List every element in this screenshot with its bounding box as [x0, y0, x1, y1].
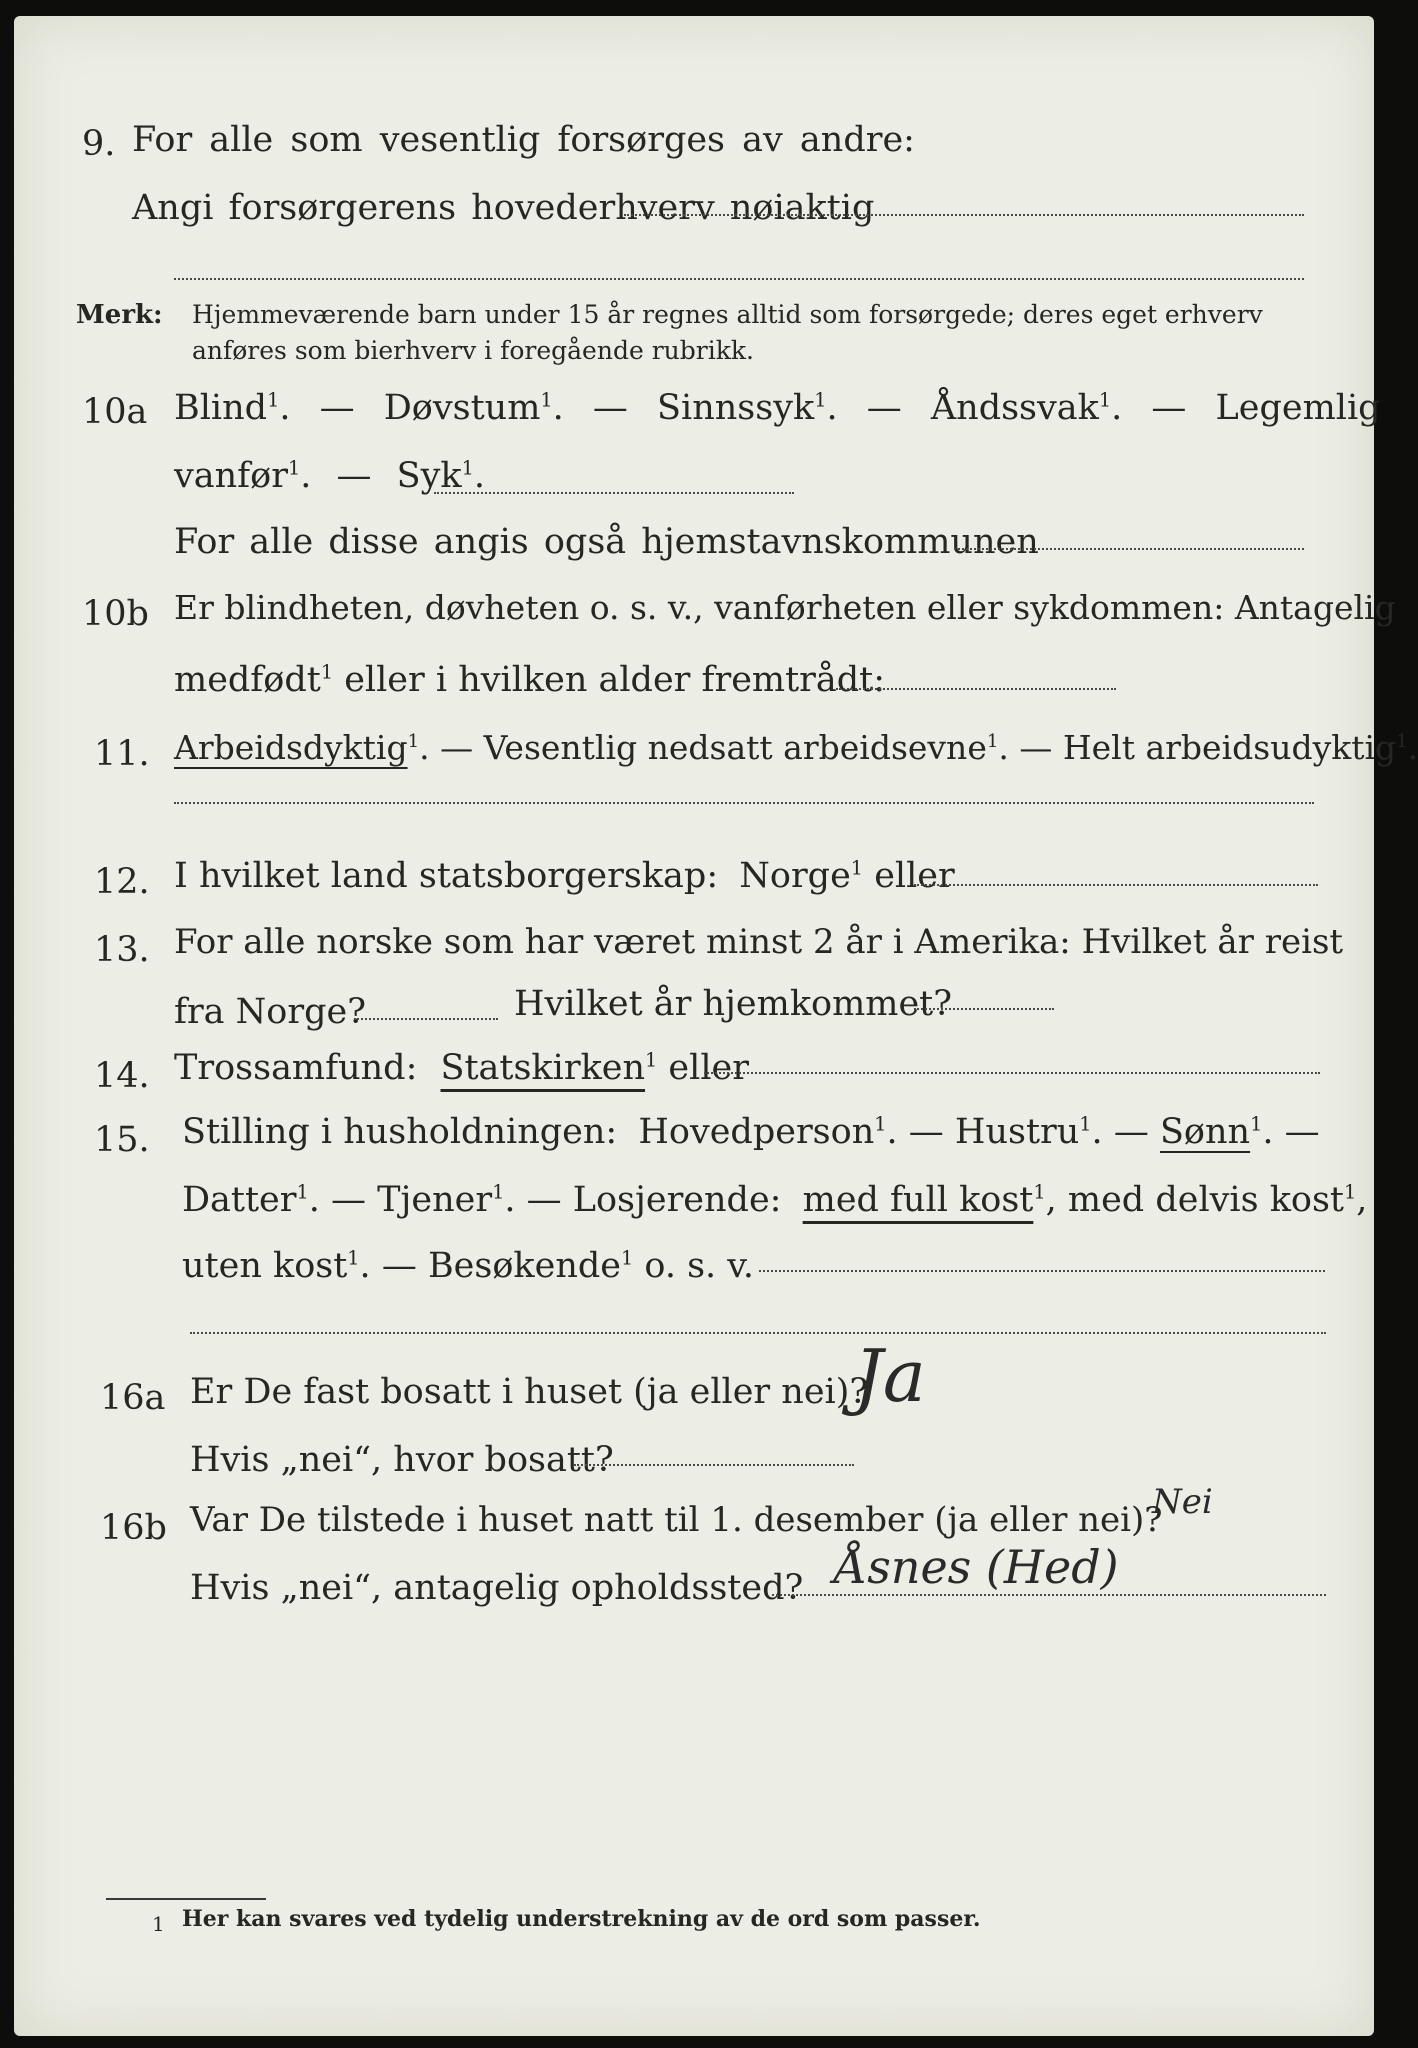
opt-vanfor: vanfør [174, 456, 288, 496]
merk-label: Merk: [76, 300, 163, 330]
footnote-mark: 1 [152, 1912, 165, 1936]
q12-answer-line [914, 884, 1318, 886]
q10a-line3: For alle disse angis også hjemstavnskommunen [174, 522, 1039, 562]
opt-vesentlig-nedsatt: Vesentlig nedsatt arbeidsevne [483, 728, 987, 767]
q16b-handwritten-answer2: Åsnes (Hed) [834, 1540, 1119, 1594]
q16a-number: 16a [100, 1378, 166, 1418]
q10a-answer-line-2 [954, 548, 1304, 550]
q16b-number: 16b [100, 1508, 167, 1548]
q11-line: Arbeidsdyktig$^1$. — Vesentlig nedsatt arbeidsevne$^1$. — Helt arbeidsudyktig$^1$. [174, 728, 1418, 767]
q10a-line2: vanfør$^1$. — Syk$^1$. [174, 456, 485, 496]
q13-answer-reist [354, 1018, 498, 1020]
opt-blind: Blind [174, 388, 268, 428]
q13-answer-hjemkommet [914, 1008, 1054, 1010]
opt-dovstum: Døvstum [383, 388, 541, 428]
q15-answer-line [759, 1270, 1325, 1272]
opt-sonn: Sønn [1159, 1112, 1251, 1152]
q9-answer-line-2 [174, 278, 1304, 280]
q9-answer-line [624, 214, 1304, 216]
q10a-line1: Blind$^1$. — Døvstum$^1$. — Sinnssyk$^1$. — Åndssvak$^1$. — Legemlig [174, 388, 1381, 428]
opt-sinnssyk: Sinnssyk [657, 388, 815, 428]
q9-number: 9. [82, 124, 116, 164]
q10a-number: 10a [82, 392, 148, 432]
q16a-answer-line [574, 1464, 854, 1466]
q15-number: 15. [94, 1120, 150, 1160]
q10a-answer-line [434, 492, 794, 494]
q10b-answer-line [836, 688, 1116, 690]
q10b-number: 10b [82, 594, 149, 634]
q10b-line2: medfødt$^1$ eller i hvilken alder fremtrådt: [174, 660, 886, 700]
q14-answer-line [704, 1072, 1320, 1074]
opt-helt-udyktig: Helt arbeidsudyktig [1062, 728, 1397, 767]
q13-line2a: fra Norge? [174, 992, 366, 1032]
opt-andssvak: Åndssvak [930, 388, 1099, 428]
q15-line3: uten kost$^1$. — Besøkende$^1$ o. s. v. [182, 1246, 755, 1286]
q14-line: Trossamfund: Statskirken$^1$ eller [174, 1048, 749, 1088]
opt-syk: Syk [396, 456, 462, 496]
q16a-handwritten-answer: Ja [854, 1334, 926, 1418]
q12-number: 12. [94, 862, 150, 902]
footnote-rule [106, 1898, 266, 1900]
q9-line2: Angi forsørgerens hovederhverv nøiaktig [132, 188, 875, 228]
census-form-page [14, 16, 1418, 2036]
q16a-line2: Hvis „nei“, hvor bosatt? [190, 1440, 614, 1480]
merk-line2: anføres som bierhverv i foregående rubrikk. [192, 336, 754, 365]
q16b-handwritten-answer1: Nei [1152, 1482, 1213, 1522]
q13-number: 13. [94, 930, 150, 970]
q16b-line1: Var De tilstede i huset natt til 1. desember (ja eller nei)? [190, 1500, 1163, 1540]
merk-line1: Hjemmeværende barn under 15 år regnes alltid som forsørgede; deres eget erhverv [192, 300, 1263, 329]
q16b-line2: Hvis „nei“, antagelig opholdssted? [190, 1568, 804, 1608]
q10b-line1: Er blindheten, døvheten o. s. v., vanførheten eller sykdommen: Antagelig [174, 588, 1396, 627]
q13-line1: For alle norske som har været minst 2 år i Amerika: Hvilket år reist [174, 922, 1344, 962]
q11-number: 11. [94, 734, 150, 774]
opt-arbeidsdyktig: Arbeidsdyktig [174, 728, 408, 767]
q16b-answer-line [772, 1594, 1326, 1596]
q11-answer-line [174, 802, 1314, 804]
q15-answer-line-2 [190, 1332, 1326, 1334]
q9-line1: For alle som vesentlig forsørges av andre: [132, 120, 915, 160]
q15-line2: Datter$^1$. — Tjener$^1$. — Losjerende: med full kost$^1$, med delvis kost$^1$, [182, 1180, 1368, 1220]
q16a-line1: Er De fast bosatt i huset (ja eller nei)? [190, 1372, 869, 1412]
opt-med-full-kost: med full kost [802, 1180, 1034, 1220]
q15-line1: Stilling i husholdningen: Hovedperson$^1$. — Hustru$^1$. — Sønn$^1$. — [182, 1112, 1320, 1152]
q13-line2b: Hvilket år hjemkommet? [514, 984, 953, 1024]
q12-line: I hvilket land statsborgerskap: Norge$^1$ eller [174, 856, 955, 896]
opt-legemlig: Legemlig [1215, 388, 1381, 428]
q14-number: 14. [94, 1056, 150, 1096]
opt-statskirken: Statskirken [440, 1048, 646, 1088]
footnote-text: Her kan svares ved tydelig understrekning av de ord som passer. [182, 1906, 981, 1932]
